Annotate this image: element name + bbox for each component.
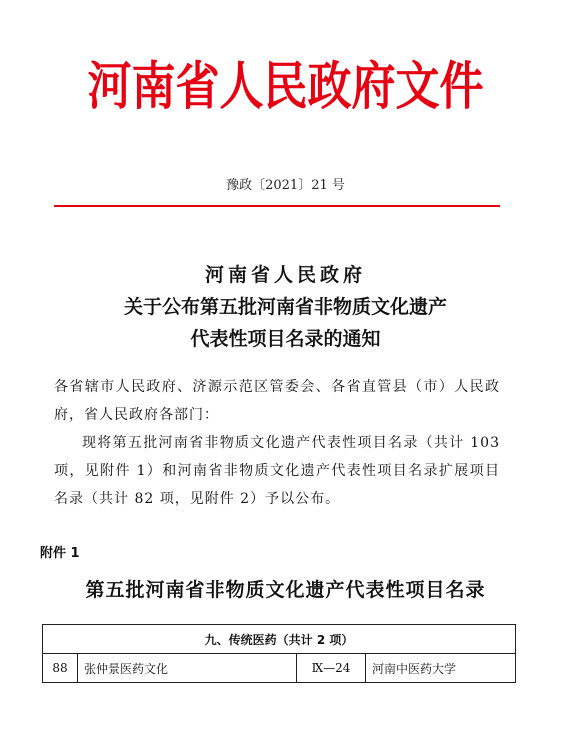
annex-label: 附件 1	[40, 546, 80, 561]
notice-title	[0, 259, 571, 355]
project-name: 张仲景医药文化	[78, 654, 297, 683]
table-section-header: 九、传统医药（共计 2 项）	[43, 625, 516, 654]
notice-body	[54, 373, 500, 513]
table-row	[43, 654, 516, 683]
title-line-2: 关于公布第五批河南省非物质文化遗产	[123, 296, 447, 318]
applying-unit: 河南中医药大学	[366, 654, 516, 683]
red-separator-line	[54, 205, 500, 207]
annex-title: 第五批河南省非物质文化遗产代表性项目名录	[85, 579, 486, 601]
project-table	[42, 624, 516, 683]
row-number: 88	[43, 654, 78, 683]
salutation: 各省辖市人民政府、济源示范区管委会、各省直管县（市）人民政府，省人民政府各部门：	[54, 379, 500, 423]
title-line-1: 河南省人民政府	[204, 264, 366, 286]
body-paragraph: 现将第五批河南省非物质文化遗产代表性项目名录（共计 103 项，见附件 1）和河南省非物质文化遗产代表性项目名录扩展项目名录（共计 82 项，见附件 2）予以公布。	[54, 435, 500, 507]
document-masthead: 河南省人民政府文件	[87, 56, 484, 117]
title-line-3: 代表性项目名录的通知	[190, 328, 381, 350]
document-number: 豫政〔2021〕21 号	[226, 178, 345, 193]
table-section-header-row	[43, 625, 516, 654]
project-code: Ⅸ—24	[297, 654, 366, 683]
